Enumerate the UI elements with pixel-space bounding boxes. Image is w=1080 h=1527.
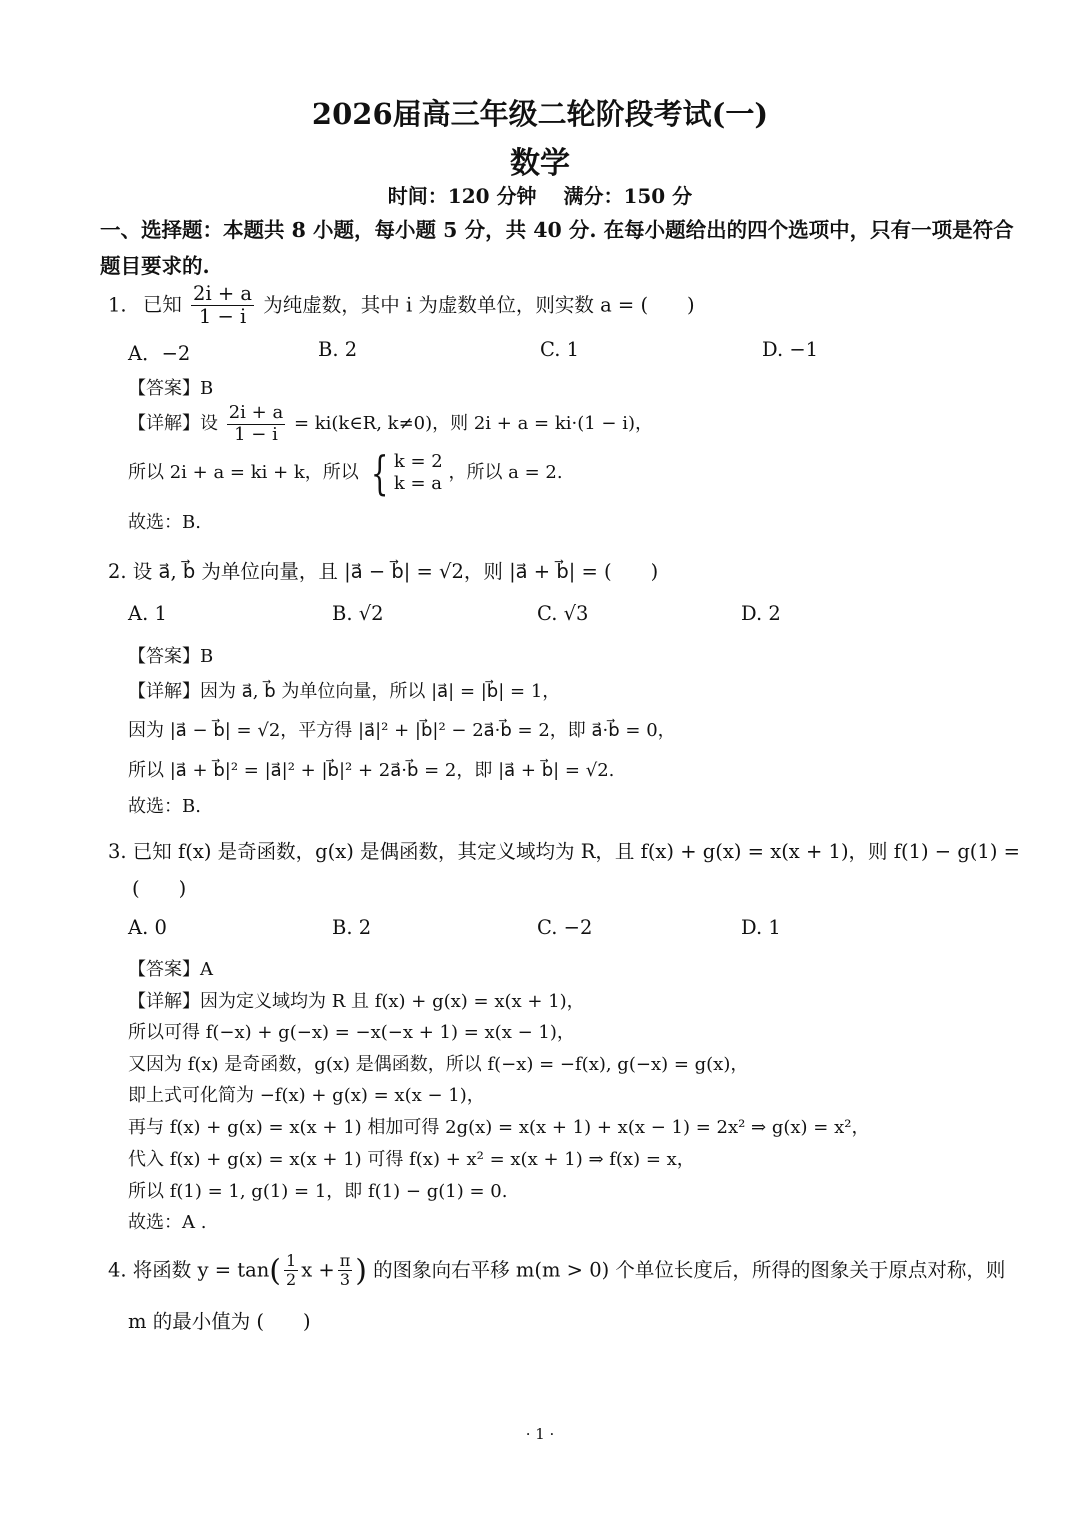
exam-title: 2026届高三年级二轮阶段考试(一): [311, 97, 769, 131]
choose-line: 故选：B.: [128, 512, 201, 533]
detail-line: 又因为 f(x) 是奇函数，g(x) 是偶函数，所以 f(−x) = −f(x), g(−x) = g(x)，: [128, 1054, 749, 1075]
fraction-denominator: 2: [286, 1270, 297, 1290]
question-2: 2. 设 a⃗, b⃗ 为单位向量，且 |a⃗ − b⃗| = √2，则 |a⃗ + b⃗| = ( ): [108, 560, 659, 583]
answer: 【答案】A: [128, 959, 213, 980]
option-c: C. −2: [537, 916, 593, 939]
detail-line: 代入 f(x) + g(x) = x(x + 1) 可得 f(x) + x² = x(x + 1) ⇒ f(x) = x，: [128, 1149, 695, 1170]
detail-text: 【详解】设: [128, 413, 218, 435]
option-b: B. 2: [332, 916, 372, 939]
fraction-numerator: 1: [286, 1251, 297, 1270]
fraction-denominator: 1 − i: [234, 423, 278, 445]
question-3-line2: ( ): [132, 877, 187, 900]
detail-line: 【详解】因为 a⃗, b⃗ 为单位向量，所以 |a⃗| = |b⃗| = 1，: [128, 681, 561, 702]
detail-line: [128, 403, 653, 445]
detail-line: 因为 |a⃗ − b⃗| = √2，平方得 |a⃗|² + |b⃗|² − 2a⃗·b⃗ = 2，即 a⃗·b⃗ = 0，: [128, 720, 676, 741]
fraction-numerator: π: [339, 1251, 351, 1270]
detail-line: 所以可得 f(−x) + g(−x) = −x(−x + 1) = x(x − 1)，: [128, 1022, 575, 1043]
option-a: A．−2: [128, 342, 191, 365]
question-number: 1.: [108, 293, 127, 317]
subject-title: 数学: [510, 146, 570, 181]
option-c: C. 1: [540, 338, 580, 361]
choose-line: 故选：A .: [128, 1212, 207, 1233]
brace-icon: {: [370, 446, 388, 500]
detail-line: 再与 f(x) + g(x) = x(x + 1) 相加可得 2g(x) = x(x + 1) + x(x − 1) = 2x² ⇒ g(x) = x²，: [128, 1117, 870, 1138]
answer: 【答案】B: [128, 646, 214, 667]
fraction-numerator: 2i + a: [193, 282, 253, 305]
fraction-denominator: 3: [339, 1270, 351, 1290]
right-paren: ): [355, 1253, 367, 1289]
option-d: D. 1: [741, 916, 781, 939]
question-text: x +: [301, 1258, 335, 1282]
fraction: [338, 1252, 353, 1290]
answer: 【答案】B: [128, 378, 214, 399]
question-text: 4. 将函数 y = tan: [108, 1258, 270, 1282]
system-row: k = a: [393, 473, 442, 494]
detail-line: 所以 |a⃗ + b⃗|² = |a⃗|² + |b⃗|² + 2a⃗·b⃗ = 2，即 |a⃗ + b⃗| = √2.: [128, 760, 615, 781]
choose-line: 故选：B.: [128, 796, 201, 817]
option-b: B. 2: [318, 338, 358, 361]
detail-line: [128, 446, 563, 500]
option-b: B. √2: [332, 602, 384, 625]
question-3-line1: 3. 已知 f(x) 是奇函数，g(x) 是偶函数，其定义域均为 R，且 f(x) + g(x) = x(x + 1)，则 f(1) − g(1) =: [108, 840, 1020, 863]
detail-text: 所以 2i + a = ki + k，所以: [128, 462, 359, 483]
detail-line: 【详解】因为定义域均为 R 且 f(x) + g(x) = x(x + 1)，: [128, 991, 585, 1012]
fraction: [284, 1252, 298, 1290]
system-row: k = 2: [393, 450, 443, 472]
page-number: · 1 ·: [525, 1425, 555, 1443]
fraction: [191, 283, 254, 329]
exam-info: 时间：120 分钟 满分：150 分: [387, 184, 693, 208]
question-4-line1: [108, 1252, 1005, 1290]
fraction-numerator: 2i + a: [228, 402, 284, 423]
option-d: D. −1: [762, 338, 819, 361]
question-text: 为纯虚数，其中 i 为虚数单位，则实数 a = ( ): [263, 293, 695, 317]
detail-text: ，所以 a = 2.: [448, 462, 563, 483]
detail-line: 所以 f(1) = 1, g(1) = 1，即 f(1) − g(1) = 0.: [128, 1181, 508, 1202]
option-a: A. 1: [128, 602, 167, 625]
fraction-denominator: 1 − i: [198, 305, 247, 329]
detail-line: 即上式可化简为 −f(x) + g(x) = x(x − 1)，: [128, 1085, 485, 1106]
section-heading-line1: 一、选择题：本题共 8 小题，每小题 5 分，共 40 分. 在每小题给出的四个选项中，只有一项是符合: [100, 218, 1014, 242]
question-1: [108, 283, 695, 329]
question-4-line2: m 的最小值为 ( ): [128, 1310, 311, 1333]
section-heading-line2: 题目要求的.: [100, 254, 210, 278]
option-a: A. 0: [128, 916, 167, 939]
option-d: D. 2: [741, 602, 781, 625]
option-c: C. √3: [537, 602, 589, 625]
question-text: 的图象向右平移 m(m > 0) 个单位长度后，所得的图象关于原点对称，则: [373, 1258, 1006, 1282]
detail-text: = ki(k∈R, k≠0)，则 2i + a = ki·(1 − i)，: [293, 413, 653, 435]
fraction: [227, 403, 285, 445]
question-text: 已知: [142, 293, 182, 317]
left-paren: (: [269, 1253, 281, 1289]
equation-system: [394, 451, 443, 496]
